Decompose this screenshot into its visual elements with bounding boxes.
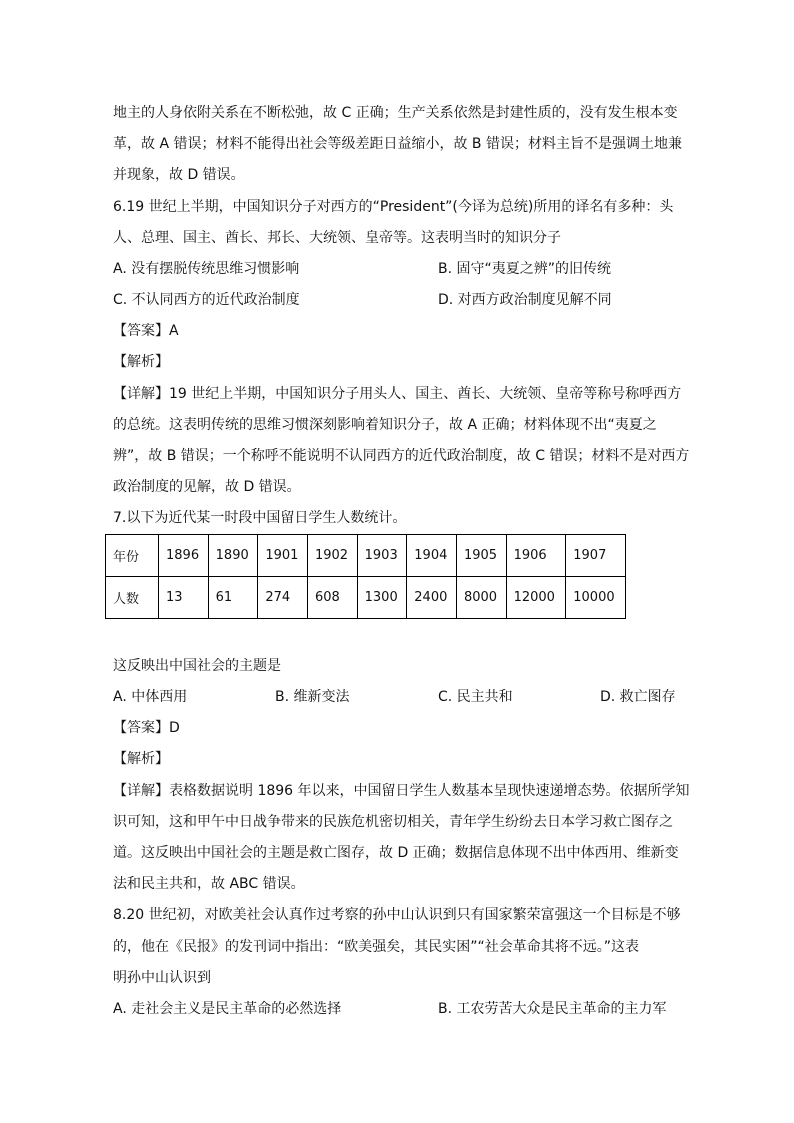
q6-detail-line: 政治制度的见解，故 D 错误。: [113, 479, 301, 495]
q7-option-c: C. 民主共和: [438, 689, 513, 705]
q7-detail-line: 法和民主共和，故 ABC 错误。: [113, 876, 305, 892]
table-cell: 1300: [357, 577, 407, 619]
text-line: 并现象，故 D 错误。: [113, 167, 245, 183]
table-header-cell: 人数: [106, 577, 159, 619]
q6-detail-line: 辨”，故 B 错误；一个称呼不能说明不认同西方的近代政治制度，故 C 错误；材料不是对西方: [113, 448, 690, 464]
table-cell: 2400: [407, 577, 457, 619]
table-cell: 61: [208, 577, 258, 619]
q6-detail-line: 的总统。这表明传统的思维习惯深刻影响着知识分子，故 A 正确；材料体现不出“夷夏之: [113, 417, 657, 433]
table-cell: 1903: [357, 535, 407, 577]
table-cell: 1902: [307, 535, 357, 577]
q6-option-c: C. 不认同西方的近代政治制度: [113, 292, 300, 308]
question-8-stem-cont: 的，他在《民报》的发刊词中指出：“欧美强矣，其民实困”“社会革命其将不远。”这表: [113, 939, 640, 955]
q7-analysis-heading: 【解析】: [113, 751, 169, 767]
q8-option-a: A. 走社会主义是民主革命的必然选择: [113, 1001, 342, 1017]
q6-option-b: B. 固守“夷夏之辨”的旧传统: [438, 261, 612, 277]
question-7-stem: 7.以下为近代某一时段中国留日学生人数统计。: [113, 510, 407, 526]
q7-detail-line: 【详解】表格数据说明 1896 年以来，中国留日学生人数基本呈现快速递增态势。依据所学知: [113, 783, 690, 799]
table-cell: 608: [307, 577, 357, 619]
question-6-stem: 6.19 世纪上半期，中国知识分子对西方的“President”(今译为总统)所用的译名有多种：头: [113, 199, 674, 215]
table-cell: 10000: [566, 577, 626, 619]
q6-option-a: A. 没有摆脱传统思维习惯影响: [113, 261, 300, 277]
table-cell: 1907: [566, 535, 626, 577]
table-cell: 12000: [506, 577, 566, 619]
table-cell: 1901: [258, 535, 308, 577]
table-cell: 1890: [208, 535, 258, 577]
q7-detail-line: 识可知，这和甲午中日战争带来的民族危机密切相关，青年学生纷纷去日本学习救亡图存之: [113, 814, 673, 830]
table-header-cell: 年份: [106, 535, 159, 577]
table-cell: 1904: [407, 535, 457, 577]
table-row: [106, 577, 626, 619]
q6-answer: 【答案】A: [113, 323, 179, 339]
q6-analysis-heading: 【解析】: [113, 354, 169, 370]
q6-detail-line: 【详解】19 世纪上半期，中国知识分子用头人、国主、酋长、大统领、皇帝等称号称呼西方: [113, 386, 682, 402]
q7-answer: 【答案】D: [113, 720, 180, 736]
q7-option-a: A. 中体西用: [113, 689, 188, 705]
table-cell: 13: [159, 577, 209, 619]
table-cell: 8000: [456, 577, 506, 619]
q7-option-b: B. 维新变法: [275, 689, 350, 705]
text-line: 地主的人身依附关系在不断松弛，故 C 正确；生产关系依然是封建性质的，没有发生根本变: [113, 105, 678, 121]
q7-question: 这反映出中国社会的主题是: [113, 658, 281, 674]
text-line: 革，故 A 错误；材料不能得出社会等级差距日益缩小，故 B 错误；材料主旨不是强调土地兼: [113, 136, 682, 152]
q7-detail-line: 道。这反映出中国社会的主题是救亡图存，故 D 正确；数据信息体现不出中体西用、维新变: [113, 845, 679, 861]
q7-option-d: D. 救亡图存: [600, 689, 676, 705]
question-8-stem-cont: 明孙中山认识到: [113, 970, 211, 986]
question-6-stem-cont: 人、总理、国主、酋长、邦长、大统领、皇帝等。这表明当时的知识分子: [113, 230, 561, 246]
table-cell: 274: [258, 577, 308, 619]
q8-option-b: B. 工农劳苦大众是民主革命的主力军: [438, 1001, 667, 1017]
table-row: [106, 535, 626, 577]
table-cell: 1896: [159, 535, 209, 577]
students-table: [105, 534, 626, 619]
question-8-stem: 8.20 世纪初，对欧美社会认真作过考察的孙中山认识到只有国家繁荣富强这一个目标是不够: [113, 907, 681, 923]
q6-option-d: D. 对西方政治制度见解不同: [438, 292, 612, 308]
table-cell: 1905: [456, 535, 506, 577]
table-cell: 1906: [506, 535, 566, 577]
